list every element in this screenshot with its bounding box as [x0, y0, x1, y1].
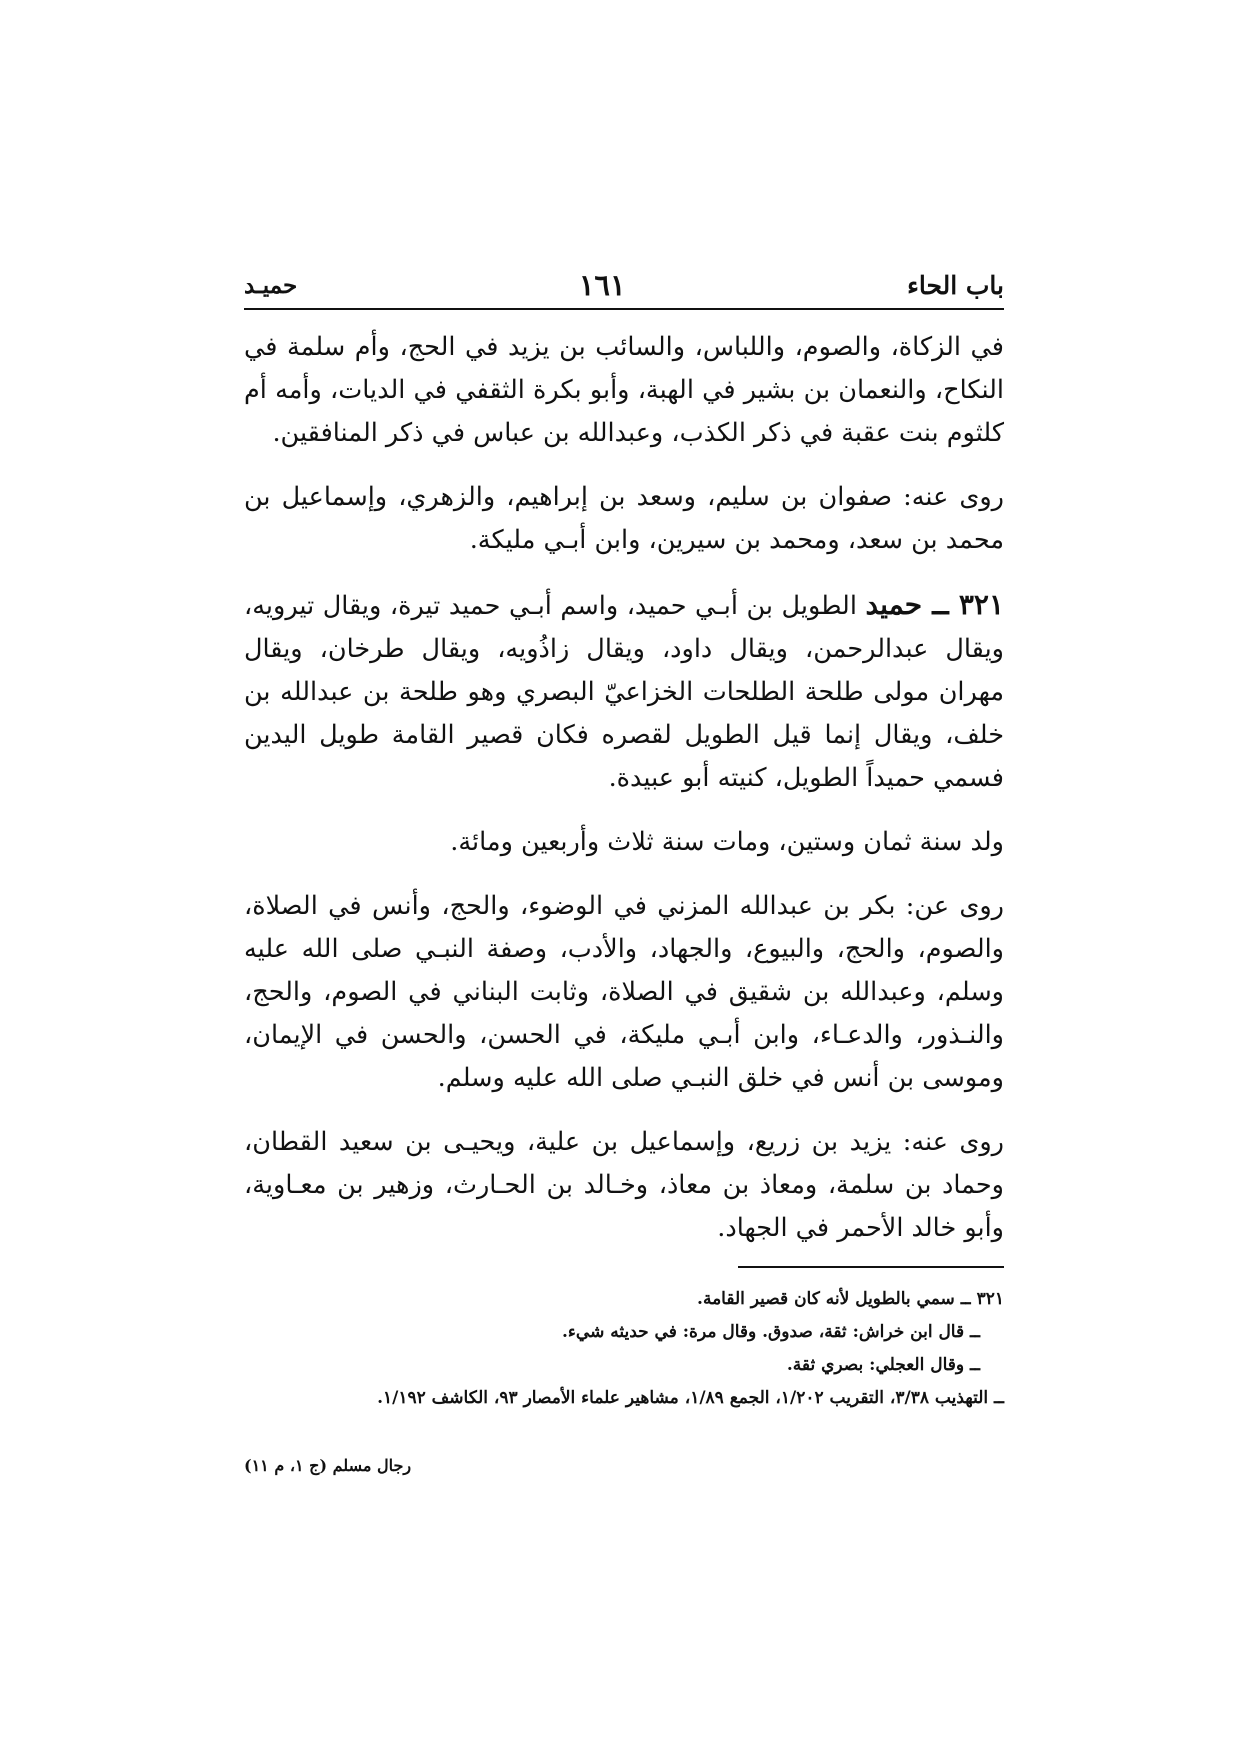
page-number: ١٦١ — [578, 268, 626, 302]
footnote-line: ــ قال ابن خراش: ثقة، صدوق. وقال مرة: في حديثه شيء. — [561, 1322, 980, 1342]
footnote-line: ــ التهذيب ٣/٣٨، التقريب ١/٢٠٢، الجمع ١/٨٩، مشاهير علماء الأمصار ٩٣، الكاشف ١/١٩٢. — [377, 1388, 1004, 1408]
paragraph-narrated-from: روى عن: بكر بن عبدالله المزني في الوضوء، والحج، وأنس في الصلاة، والصوم، والحج، والبيوع، والجهاد، والأدب، وصفة النبـي صلى الله عليه وسلم، وعبدالله بن شقيق في الصلاة، وثابت البناني في الصوم، والحج، والنـذور، والدعـاء، وابن أبـي مليكة، في الحسن، والحسن في الإيمان، وموسى بن أنس في خلق النبـي صلى الله عليه وسلم. — [244, 891, 1004, 1093]
running-title: حميـد — [244, 271, 298, 299]
footnote-line: ــ وقال العجلي: بصري ثقة. — [786, 1355, 980, 1375]
entry-heading: ٣٢١ ــ حميد — [865, 588, 1005, 621]
entry-paragraph — [244, 583, 1004, 800]
footnote-divider — [738, 1266, 1004, 1268]
signature-text: رجال مسلم (ج ١، م ١١) — [244, 1456, 412, 1475]
paragraph-narrators-from: روى عنه: صفوان بن سليم، وسعد بن إبراهيم، والزهري، وإسماعيل بن محمد بن سعد، ومحمد بن سيرين، وابن أبـي مليكة. — [244, 482, 1004, 555]
footnote-line: ٣٢١ ــ سمي بالطويل لأنه كان قصير القامة. — [697, 1289, 1004, 1309]
page-header — [244, 262, 1004, 310]
section-title: باب الحاء — [907, 270, 1004, 300]
footnotes — [244, 1283, 1004, 1415]
entry-text: الطويل بن أبـي حميد، واسم أبـي حميد تيرة، ويقال تيرويه، ويقال عبدالرحمن، ويقال داود، ويقال زاذُويه، ويقال طرخان، ويقال مهران مولى طلحة الطلحات الخزاعيّ البصري وهو طلحة بن عبدالله بن خلف، ويقال إنما قيل الطويل لقصره فكان قصير القامة طويل اليدين فسمي حميداً الطويل، كنيته أبو عبيدة. — [244, 591, 1004, 793]
paragraph-narrators-from-him: روى عنه: يزيد بن زريع، وإسماعيل بن علية، ويحيـى بن سعيد القطان، وحماد بن سلمة، ومعاذ بن معاذ، وخـالد بن الحـارث، وزهير بن معـاوية، وأبو خالد الأحمر في الجهاد. — [244, 1127, 1004, 1243]
paragraph-continuation: في الزكاة، والصوم، واللباس، والسائب بن يزيد في الحج، وأم سلمة في النكاح، والنعمان بن بشير في الهبة، وأبو بكرة الثقفي في الديات، وأمه أم كلثوم بنت عقبة في ذكر الكذب، وعبدالله بن عباس في ذكر المنافقين. — [244, 332, 1004, 448]
main-text — [244, 326, 1004, 1271]
printer-signature — [244, 1456, 1004, 1475]
paragraph-birth-death: ولد سنة ثمان وستين، ومات سنة ثلاث وأربعين ومائة. — [450, 827, 1004, 857]
